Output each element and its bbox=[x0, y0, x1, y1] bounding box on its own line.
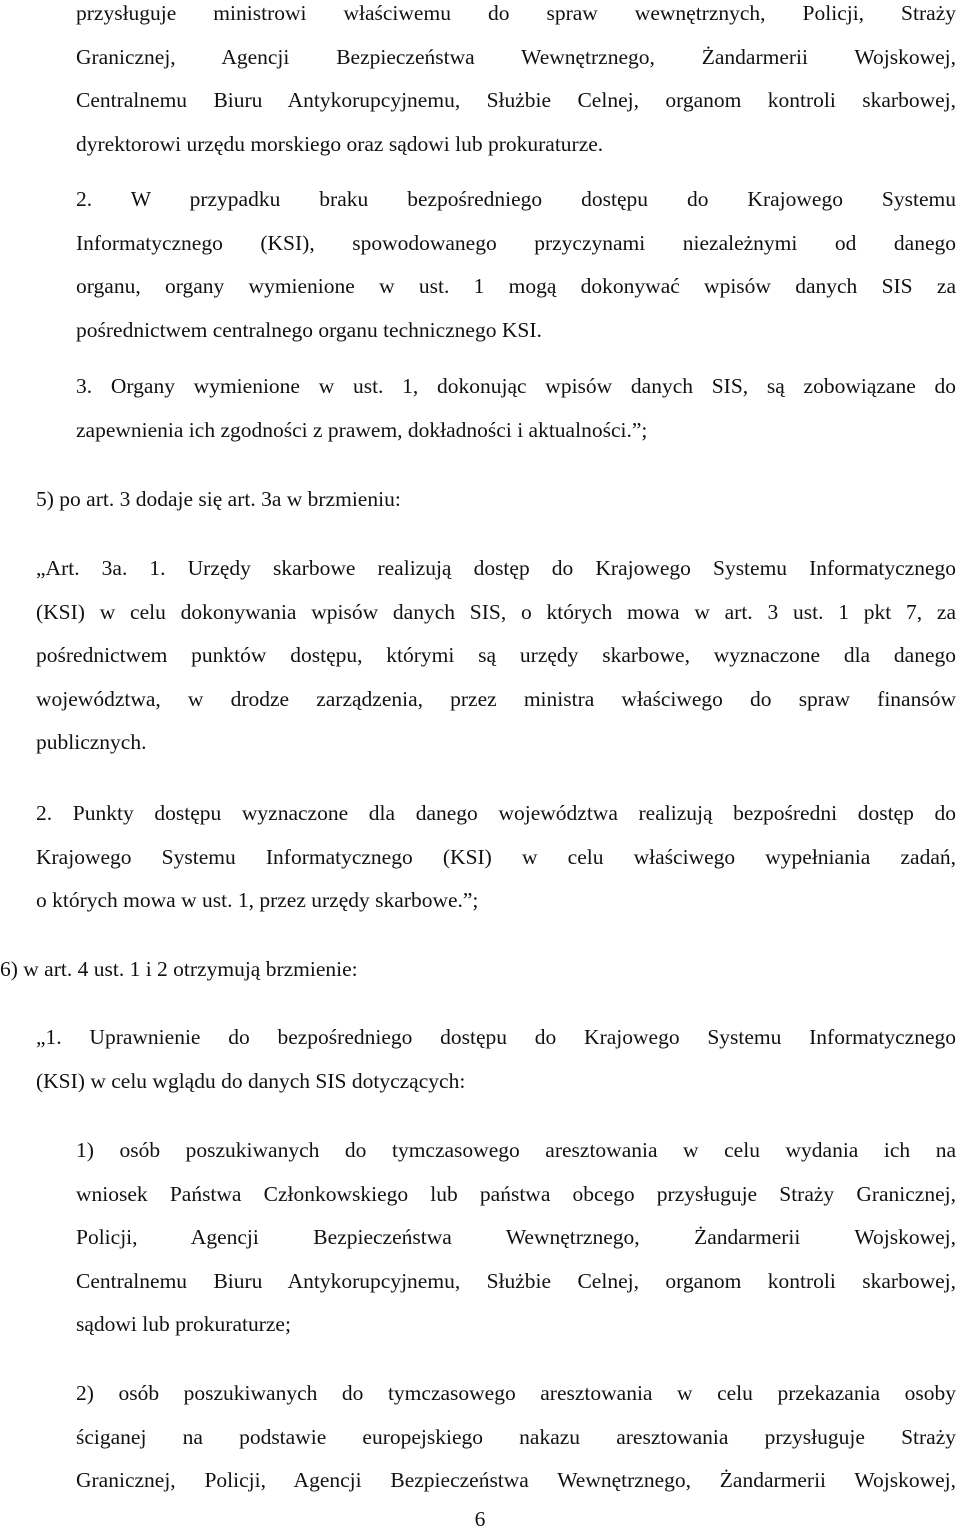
text-line: (KSI) w celu dokonywania wpisów danych SIS, o których mowa w art. 3 ust. 1 pkt 7, za bbox=[36, 599, 956, 624]
text-line: organu, organy wymienione w ust. 1 mogą dokonywać wpisów danych SIS za bbox=[76, 274, 956, 298]
text-line: zapewnienia ich zgodności z prawem, dokładności i aktualności.”; bbox=[76, 417, 648, 442]
text-line: „1. Uprawnienie do bezpośredniego dostępu do Krajowego Systemu Informatycznego bbox=[36, 1025, 956, 1049]
text-line: Centralnemu Biuru Antykorupcyjnemu, Służbie Celnej, organom kontroli skarbowej, bbox=[76, 88, 956, 112]
text-line: Krajowego Systemu Informatycznego (KSI) w celu właściwego wypełniania zadań, bbox=[36, 844, 956, 869]
text-line: Centralnemu Biuru Antykorupcyjnemu, Służbie Celnej, organom kontroli skarbowej, bbox=[76, 1268, 956, 1293]
text-line: 2) osób poszukiwanych do tymczasowego aresztowania w celu przekazania osoby bbox=[76, 1381, 956, 1405]
text-line: pośrednictwem punktów dostępu, którymi są urzędy skarbowe, wyznaczone dla danego bbox=[36, 643, 956, 667]
paragraph-point-2 bbox=[76, 186, 956, 360]
text-line: 6) w art. 4 ust. 1 i 2 otrzymują brzmienie: bbox=[0, 957, 358, 981]
text-line: przysługuje ministrowi właściwemu do spraw wewnętrznych, Policji, Straży bbox=[76, 1, 956, 25]
text-line: ściganej na podstawie europejskiego nakazu aresztowania przysługuje Straży bbox=[76, 1424, 956, 1449]
text-line: publicznych. bbox=[36, 730, 147, 754]
text-line: 5) po art. 3 dodaje się art. 3a w brzmieniu: bbox=[36, 487, 401, 511]
text-line: (KSI) w celu wglądu do danych SIS dotyczących: bbox=[36, 1068, 466, 1093]
page-number: 6 bbox=[474, 1507, 486, 1531]
sublist-item-2 bbox=[76, 1380, 956, 1511]
text-line: Policji, Agencji Bezpieczeństwa Wewnętrznego, Żandarmerii Wojskowej, bbox=[76, 1225, 956, 1249]
text-line: dyrektorowi urzędu morskiego oraz sądowi lub prokuraturze. bbox=[76, 131, 604, 156]
text-line: wniosek Państwa Członkowskiego lub państwa obcego przysługuje Straży Granicznej, bbox=[76, 1181, 956, 1206]
text-line: Granicznej, Agencji Bezpieczeństwa Wewnętrznego, Żandarmerii Wojskowej, bbox=[76, 44, 956, 69]
list-item-5 bbox=[36, 486, 956, 530]
text-line: województwa, w drodze zarządzenia, przez ministra właściwego do spraw finansów bbox=[36, 686, 956, 711]
text-line: o których mowa w ust. 1, przez urzędy skarbowe.”; bbox=[36, 888, 479, 912]
text-line: 2. W przypadku braku bezpośredniego dostępu do Krajowego Systemu bbox=[76, 187, 956, 211]
paragraph-art-3a-point-2 bbox=[36, 800, 956, 931]
sublist-item-1 bbox=[76, 1137, 956, 1355]
list-item-6 bbox=[0, 956, 956, 1000]
text-line: pośrednictwem centralnego organu technicznego KSI. bbox=[76, 317, 542, 342]
text-line: „Art. 3a. 1. Urzędy skarbowe realizują dostęp do Krajowego Systemu Informatycznego bbox=[36, 556, 956, 580]
paragraph-point-3 bbox=[76, 373, 956, 460]
paragraph-continuation bbox=[76, 0, 956, 174]
text-line: sądowi lub prokuraturze; bbox=[76, 1312, 291, 1336]
paragraph-art-3a bbox=[36, 555, 956, 773]
paragraph-art-4-point-1 bbox=[36, 1024, 956, 1111]
text-line: 1) osób poszukiwanych do tymczasowego aresztowania w celu wydania ich na bbox=[76, 1138, 956, 1162]
text-line: 3. Organy wymienione w ust. 1, dokonując wpisów danych SIS, są zobowiązane do bbox=[76, 374, 956, 398]
text-line: 2. Punkty dostępu wyznaczone dla danego województwa realizują bezpośredni dostęp do bbox=[36, 801, 956, 825]
text-line: Granicznej, Policji, Agencji Bezpieczeństwa Wewnętrznego, Żandarmerii Wojskowej, bbox=[76, 1468, 956, 1492]
text-line: Informatycznego (KSI), spowodowanego przyczynami niezależnymi od danego bbox=[76, 230, 956, 255]
